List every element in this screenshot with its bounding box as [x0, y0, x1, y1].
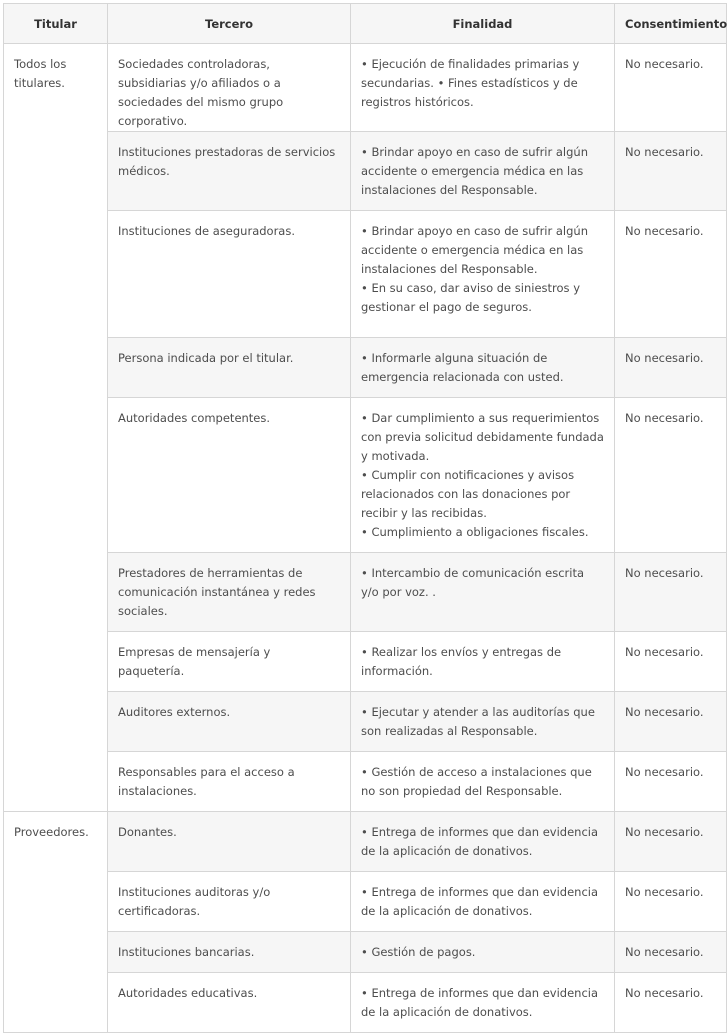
finalidad-cell — [351, 752, 615, 812]
table-row — [4, 553, 727, 632]
tercero-cell: Persona indicada por el titular. — [108, 338, 351, 398]
consentimiento-cell: No necesario. — [615, 692, 727, 752]
finalidad-item: • Gestión de pagos. — [361, 945, 476, 959]
table-row — [4, 44, 727, 132]
header-consentimiento: Consentimiento — [615, 4, 727, 44]
table-row — [4, 752, 727, 812]
finalidad-item: • Cumplimiento a obligaciones fiscales. — [361, 525, 589, 539]
table-row — [4, 338, 727, 398]
consentimiento-cell: No necesario. — [615, 932, 727, 973]
finalidad-item: • Entrega de informes que dan evidencia de la aplicación de donativos. — [361, 885, 599, 918]
table-row — [4, 812, 727, 872]
data-table — [3, 3, 727, 1033]
consentimiento-cell: No necesario. — [615, 973, 727, 1033]
finalidad-item: • Realizar los envíos y entregas de información. — [361, 645, 562, 678]
finalidad-cell — [351, 553, 615, 632]
finalidad-item: • Intercambio de comunicación escrita y/o por voz. . — [361, 566, 585, 599]
finalidad-cell — [351, 132, 615, 211]
titular-cell: Proveedores. — [4, 812, 108, 1033]
consentimiento-cell: No necesario. — [615, 398, 727, 553]
finalidad-item: • Ejecutar y atender a las auditorías que son realizadas al Responsable. — [361, 705, 595, 738]
consentimiento-cell: No necesario. — [615, 632, 727, 692]
header-finalidad: Finalidad — [351, 4, 615, 44]
finalidad-item: • Dar cumplimiento a sus requerimientos con previa solicitud debidamente fundada y motivada. — [361, 411, 604, 463]
header-row — [4, 4, 727, 44]
tercero-cell: Instituciones de aseguradoras. — [108, 211, 351, 338]
table-row — [4, 132, 727, 211]
table-body — [4, 44, 727, 1033]
tercero-cell: Instituciones bancarias. — [108, 932, 351, 973]
tercero-cell: Autoridades educativas. — [108, 973, 351, 1033]
finalidad-item: • Ejecución de finalidades primarias y secundarias. • Fines estadísticos y de registros históricos. — [361, 57, 580, 109]
tercero-cell: Sociedades controladoras, subsidiarias y/o afiliados o a sociedades del mismo grupo corporativo. — [108, 44, 351, 132]
tercero-cell: Autoridades competentes. — [108, 398, 351, 553]
finalidad-item: • Brindar apoyo en caso de sufrir algún accidente o emergencia médica en las instalaciones del Responsable. — [361, 224, 589, 276]
tercero-cell: Prestadores de herramientas de comunicación instantánea y redes sociales. — [108, 553, 351, 632]
consentimiento-cell: No necesario. — [615, 812, 727, 872]
finalidad-item: • Informarle alguna situación de emergencia relacionada con usted. — [361, 351, 564, 384]
finalidad-item: • En su caso, dar aviso de siniestros y gestionar el pago de seguros. — [361, 281, 580, 314]
table-row — [4, 932, 727, 973]
consentimiento-cell: No necesario. — [615, 553, 727, 632]
finalidad-cell — [351, 211, 615, 338]
finalidad-item: • Entrega de informes que dan evidencia de la aplicación de donativos. — [361, 986, 599, 1019]
finalidad-cell — [351, 44, 615, 132]
table-row — [4, 692, 727, 752]
finalidad-cell — [351, 872, 615, 932]
finalidad-cell — [351, 812, 615, 872]
finalidad-cell — [351, 338, 615, 398]
header-tercero: Tercero — [108, 4, 351, 44]
table-row — [4, 211, 727, 338]
finalidad-cell — [351, 692, 615, 752]
tercero-cell: Donantes. — [108, 812, 351, 872]
finalidad-item: • Entrega de informes que dan evidencia de la aplicación de donativos. — [361, 825, 599, 858]
consentimiento-cell: No necesario. — [615, 872, 727, 932]
table-row — [4, 632, 727, 692]
tercero-cell: Auditores externos. — [108, 692, 351, 752]
finalidad-item: • Brindar apoyo en caso de sufrir algún accidente o emergencia médica en las instalaciones del Responsable. — [361, 145, 589, 197]
consentimiento-cell: No necesario. — [615, 132, 727, 211]
consentimiento-cell: No necesario. — [615, 338, 727, 398]
consentimiento-cell: No necesario. — [615, 752, 727, 812]
finalidad-item: • Cumplir con notificaciones y avisos relacionados con las donaciones por recibir y las recibidas. — [361, 468, 575, 520]
table-row — [4, 398, 727, 553]
tercero-cell: Instituciones auditoras y/o certificadoras. — [108, 872, 351, 932]
finalidad-cell — [351, 632, 615, 692]
finalidad-item: • Gestión de acceso a instalaciones que no son propiedad del Responsable. — [361, 765, 592, 798]
titular-cell: Todos los titulares. — [4, 44, 108, 812]
tercero-cell: Responsables para el acceso a instalaciones. — [108, 752, 351, 812]
finalidad-cell — [351, 398, 615, 553]
consentimiento-cell: No necesario. — [615, 211, 727, 338]
tercero-cell: Instituciones prestadoras de servicios médicos. — [108, 132, 351, 211]
header-titular: Titular — [4, 4, 108, 44]
table-row — [4, 872, 727, 932]
finalidad-cell — [351, 932, 615, 973]
consentimiento-cell: No necesario. — [615, 44, 727, 132]
tercero-cell: Empresas de mensajería y paquetería. — [108, 632, 351, 692]
